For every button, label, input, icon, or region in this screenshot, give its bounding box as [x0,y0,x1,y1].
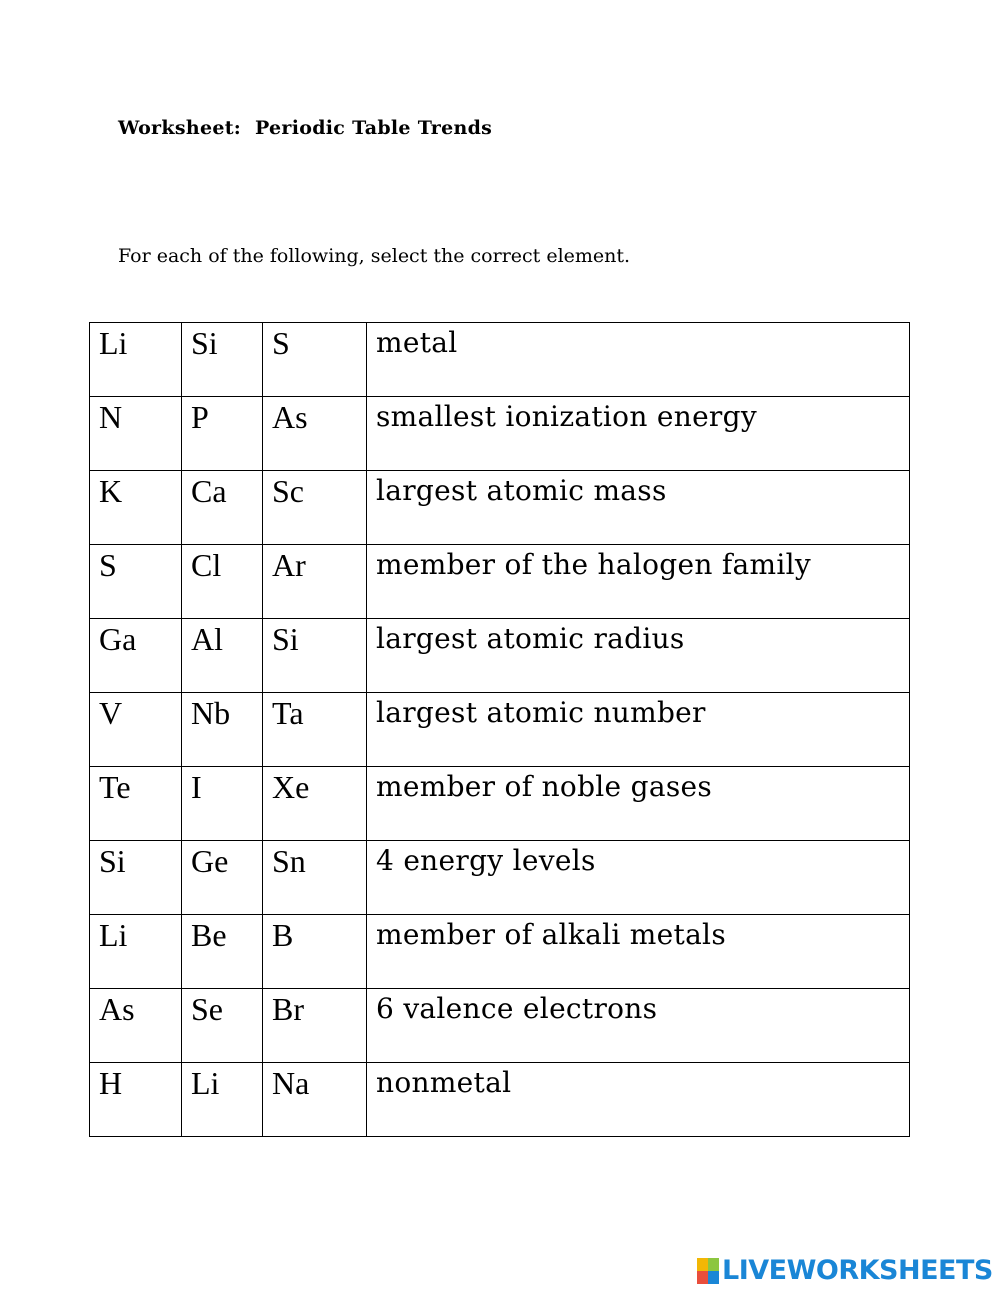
element-option[interactable]: S [263,323,367,397]
element-option[interactable]: Ca [182,471,263,545]
element-option[interactable]: Na [263,1063,367,1137]
element-option[interactable]: Sn [263,841,367,915]
logo-square-blue [708,1271,719,1284]
question-description: 6 valence electrons [367,989,910,1063]
element-option[interactable]: H [90,1063,182,1137]
question-description: nonmetal [367,1063,910,1137]
element-option[interactable]: Si [263,619,367,693]
element-option[interactable]: Nb [182,693,263,767]
element-option[interactable]: Li [90,323,182,397]
element-option[interactable]: Se [182,989,263,1063]
question-row [90,323,910,397]
element-option[interactable]: Xe [263,767,367,841]
question-row [90,471,910,545]
element-option[interactable]: Al [182,619,263,693]
logo-square-yellow [697,1258,708,1271]
element-option[interactable]: V [90,693,182,767]
question-row [90,841,910,915]
question-description: largest atomic mass [367,471,910,545]
liveworksheets-logo[interactable] [697,1255,993,1286]
brand-name: LIVEWORKSHEETS [722,1255,993,1286]
question-row [90,545,910,619]
element-option[interactable]: Ge [182,841,263,915]
question-row [90,1063,910,1137]
question-row [90,397,910,471]
element-option[interactable]: Te [90,767,182,841]
element-option[interactable]: As [263,397,367,471]
logo-square-green [708,1258,719,1271]
question-row [90,915,910,989]
question-row [90,619,910,693]
liveworksheets-logo-icon [697,1258,719,1284]
question-description: 4 energy levels [367,841,910,915]
element-option[interactable]: Br [263,989,367,1063]
worksheet-instructions: For each of the following, select the correct element. [118,245,631,267]
question-row [90,693,910,767]
question-row [90,989,910,1063]
element-option[interactable]: Si [90,841,182,915]
worksheet-title: Worksheet: Periodic Table Trends [118,117,493,139]
question-description: member of alkali metals [367,915,910,989]
question-description: member of the halogen family [367,545,910,619]
element-option[interactable]: S [90,545,182,619]
element-option[interactable]: Cl [182,545,263,619]
question-description: member of noble gases [367,767,910,841]
element-option[interactable]: P [182,397,263,471]
element-selection-table [89,322,910,1137]
element-option[interactable]: Be [182,915,263,989]
question-row [90,767,910,841]
logo-square-red [697,1271,708,1284]
element-option[interactable]: Sc [263,471,367,545]
element-option[interactable]: B [263,915,367,989]
element-option[interactable]: Ar [263,545,367,619]
element-option[interactable]: Si [182,323,263,397]
element-option[interactable]: K [90,471,182,545]
question-description: largest atomic radius [367,619,910,693]
element-option[interactable]: N [90,397,182,471]
element-option[interactable]: Li [90,915,182,989]
question-description: largest atomic number [367,693,910,767]
element-option[interactable]: Li [182,1063,263,1137]
element-option[interactable]: As [90,989,182,1063]
element-option[interactable]: I [182,767,263,841]
question-description: metal [367,323,910,397]
question-description: smallest ionization energy [367,397,910,471]
element-option[interactable]: Ga [90,619,182,693]
element-option[interactable]: Ta [263,693,367,767]
